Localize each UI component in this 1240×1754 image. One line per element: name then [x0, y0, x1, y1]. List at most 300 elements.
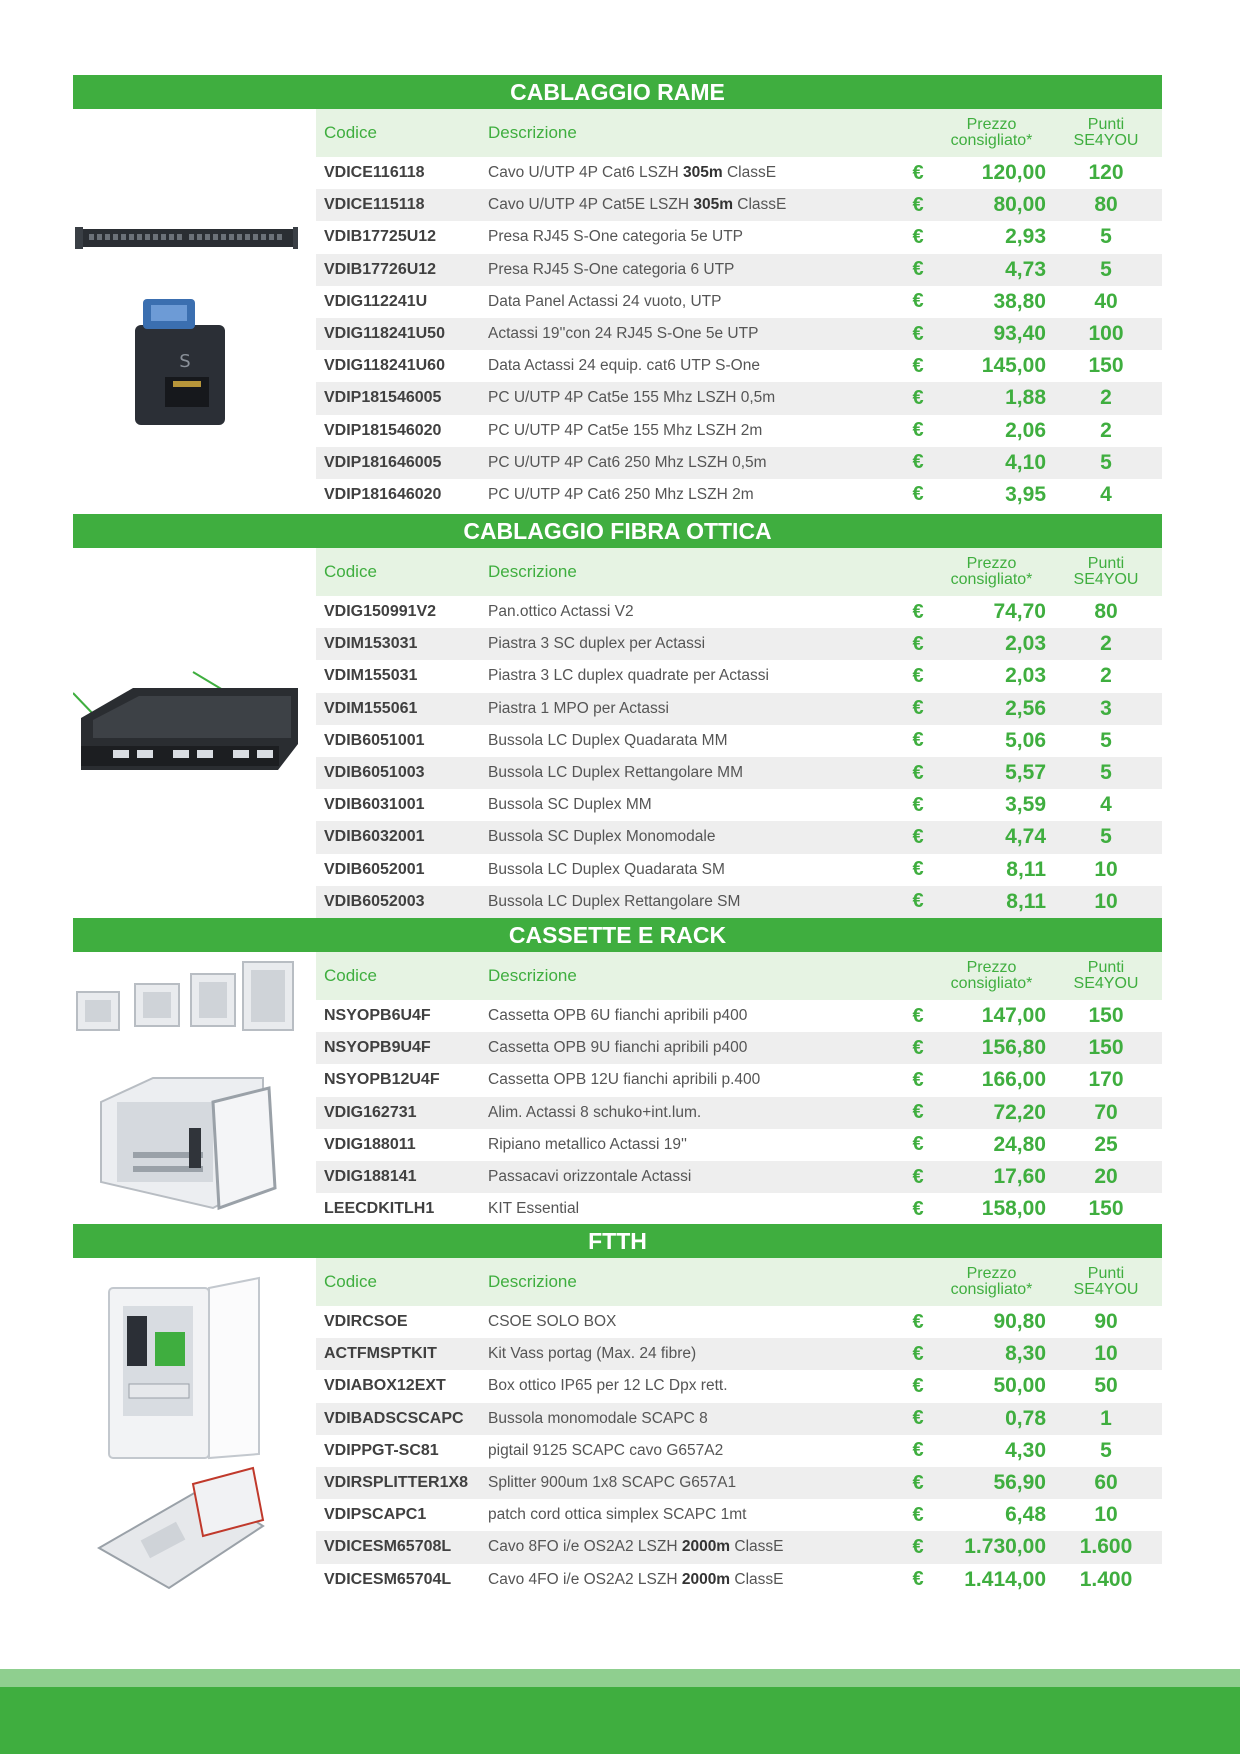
product-points: 5: [1100, 225, 1112, 249]
currency-symbol: €: [912, 419, 924, 442]
description-text: Piastra 3 LC duplex quadrate per Actassi: [488, 667, 769, 685]
description-text: pigtail 9125 SCAPC cavo G657A2: [488, 1441, 724, 1459]
column-description: Descrizione: [488, 109, 903, 157]
product-price: 4,74: [933, 821, 1050, 853]
table-row: [316, 1403, 1162, 1435]
table-row: [316, 1338, 1162, 1370]
description-text: PC U/UTP 4P Cat6 250 Mhz LSZH 2m: [488, 485, 754, 503]
product-description: [488, 254, 903, 286]
product-description: [488, 1467, 903, 1499]
product-points: 3: [1050, 693, 1162, 725]
section-ftth: [73, 1224, 1162, 1591]
table-row: [316, 660, 1162, 692]
product-points: 150: [1088, 1197, 1124, 1221]
currency-symbol: €: [912, 1568, 924, 1591]
table-row: [316, 447, 1162, 479]
description-text: Piastra 1 MPO per Actassi: [488, 699, 669, 717]
description-text: Cavo 4FO i/e OS2A2 LSZH: [488, 1570, 682, 1588]
currency-symbol: €: [903, 821, 933, 853]
table-row: [316, 628, 1162, 660]
product-description: [488, 854, 903, 886]
product-price: 74,70: [993, 600, 1046, 624]
product-points: 5: [1050, 757, 1162, 789]
product-table: [316, 109, 1162, 511]
product-description: [488, 382, 903, 414]
description-text: Presa RJ45 S-One categoria 6 UTP: [488, 260, 735, 278]
product-description: [488, 596, 903, 628]
product-price: 166,00: [981, 1068, 1046, 1092]
currency-symbol: €: [912, 290, 924, 313]
column-spacer: [903, 1258, 933, 1306]
product-price: 1.730,00: [933, 1531, 1050, 1563]
column-price-line2: consigliato*: [950, 975, 1033, 992]
product-code: VDIP181646020: [324, 485, 442, 503]
product-price: 17,60: [933, 1161, 1050, 1193]
product-points: 5: [1100, 728, 1112, 752]
description-text: Box ottico IP65 per 12 LC Dpx rett.: [488, 1377, 728, 1395]
product-points: 10: [1050, 1338, 1162, 1370]
product-code: VDIB17726U12: [316, 254, 488, 286]
product-points: 120: [1088, 161, 1124, 185]
product-points: 60: [1050, 1467, 1162, 1499]
product-price: 158,00: [981, 1197, 1046, 1221]
product-points: 10: [1094, 857, 1118, 881]
currency-symbol: €: [912, 793, 924, 816]
product-points: 25: [1094, 1132, 1118, 1156]
product-description: [488, 660, 903, 692]
product-description: [488, 1161, 903, 1193]
table-header: [316, 952, 1162, 1000]
product-code: VDIG112241U: [324, 292, 428, 310]
product-points: 150: [1050, 1032, 1162, 1064]
product-code: VDIB6052003: [316, 886, 488, 918]
product-code: VDIB17725U12: [324, 228, 437, 246]
product-points: 80: [1094, 600, 1118, 624]
section-images: [73, 952, 298, 1227]
column-price-line2: consigliato*: [950, 571, 1033, 588]
product-code: VDIRSPLITTER1X8: [316, 1467, 488, 1499]
section-cablaggio-rame: [73, 75, 1162, 506]
table-row: [316, 479, 1162, 511]
currency-symbol: €: [912, 354, 924, 377]
product-code: VDIB6031001: [324, 796, 425, 814]
product-points: 4: [1100, 482, 1112, 506]
currency-symbol: €: [912, 1068, 924, 1091]
table-row: [316, 254, 1162, 286]
currency-symbol: €: [903, 447, 933, 479]
currency-symbol: €: [912, 483, 924, 506]
table-row: [316, 221, 1162, 253]
description-text: PC U/UTP 4P Cat5e 155 Mhz LSZH 2m: [488, 421, 763, 439]
product-points: 5: [1050, 447, 1162, 479]
description-text: patch cord ottica simplex SCAPC 1mt: [488, 1506, 747, 1524]
description-text: Bussola monomodale SCAPC 8: [488, 1409, 708, 1427]
product-price: 50,00: [993, 1374, 1046, 1398]
column-points-line1: Punti: [1087, 555, 1125, 572]
currency-symbol: €: [912, 1439, 924, 1462]
currency-symbol: €: [912, 600, 924, 623]
product-price: 2,03: [1005, 664, 1046, 688]
product-code: VDIM155061: [316, 693, 488, 725]
column-points-line1: Punti: [1087, 116, 1125, 133]
description-text: Ripiano metallico Actassi 19'': [488, 1135, 687, 1153]
product-price: 3,95: [1005, 482, 1046, 506]
product-code: VDICE116118: [324, 164, 425, 182]
currency-symbol: €: [903, 189, 933, 221]
product-description: [488, 1370, 903, 1402]
column-code: Codice: [316, 952, 488, 1000]
product-code: NSYOPB6U4F: [324, 1007, 431, 1025]
table-row: [316, 596, 1162, 628]
product-code: VDIG188141: [316, 1161, 488, 1193]
section-title: CABLAGGIO RAME: [73, 75, 1162, 109]
product-points: 2: [1100, 418, 1112, 442]
product-points: 2: [1050, 628, 1162, 660]
table-header: [316, 109, 1162, 157]
description-suffix: ClassE: [722, 164, 777, 182]
column-points-line2: SE4YOU: [1073, 571, 1139, 588]
table-row: [316, 725, 1162, 757]
table-row: [316, 286, 1162, 318]
product-code: VDIBADSCSCAPC: [316, 1403, 488, 1435]
product-code: VDIB6051001: [324, 731, 425, 749]
description-text: Pan.ottico Actassi V2: [488, 603, 634, 621]
product-code: VDIB6051003: [316, 757, 488, 789]
description-text: Presa RJ45 S-One categoria 5e UTP: [488, 228, 744, 246]
currency-symbol: €: [903, 318, 933, 350]
column-price-line1: Prezzo: [966, 555, 1017, 572]
product-description: [488, 415, 903, 447]
product-price: 6,48: [1005, 1503, 1046, 1527]
description-text: Data Panel Actassi 24 vuoto, UTP: [488, 292, 722, 310]
currency-symbol: €: [912, 1310, 924, 1333]
product-description: [488, 350, 903, 382]
product-code: VDIG162731: [316, 1097, 488, 1129]
product-price: 2,56: [933, 693, 1050, 725]
product-code: VDIRCSOE: [324, 1313, 408, 1331]
table-row: [316, 1161, 1162, 1193]
table-row: [316, 1564, 1162, 1596]
currency-symbol: €: [903, 382, 933, 414]
product-code: ACTFMSPTKIT: [316, 1338, 488, 1370]
table-row: [316, 350, 1162, 382]
description-text: Cassetta OPB 9U fianchi apribili p400: [488, 1039, 748, 1057]
product-description: [488, 1338, 903, 1370]
product-description: [488, 1531, 903, 1563]
column-points: [1050, 109, 1162, 157]
column-description: Descrizione: [488, 952, 903, 1000]
description-text: KIT Essential: [488, 1200, 580, 1218]
product-description: [488, 157, 903, 189]
product-points: 40: [1094, 289, 1118, 313]
table-row: [316, 189, 1162, 221]
product-points: 50: [1094, 1374, 1118, 1398]
description-text: Splitter 900um 1x8 SCAPC G657A1: [488, 1474, 737, 1492]
column-price: [933, 1258, 1050, 1306]
column-price-line1: Prezzo: [966, 1265, 1017, 1282]
table-header: [316, 548, 1162, 596]
product-points: 150: [1088, 354, 1124, 378]
product-description: [488, 1000, 903, 1032]
currency-symbol: €: [903, 1531, 933, 1563]
product-code: VDIG118241U60: [324, 357, 445, 375]
currency-symbol: €: [912, 858, 924, 881]
table-row: [316, 789, 1162, 821]
currency-symbol: €: [912, 1503, 924, 1526]
column-price-line2: consigliato*: [950, 1281, 1033, 1298]
product-points: 2: [1100, 664, 1112, 688]
description-text: Cavo 8FO i/e OS2A2 LSZH: [488, 1538, 682, 1556]
fiber-panel-image: [73, 548, 298, 848]
column-spacer: [903, 548, 933, 596]
product-points: 90: [1094, 1310, 1118, 1334]
product-description: [488, 1064, 903, 1096]
product-code: VDIP181546005: [316, 382, 488, 414]
product-code: VDIABOX12EXT: [324, 1377, 446, 1395]
section-title: CABLAGGIO FIBRA OTTICA: [73, 514, 1162, 548]
currency-symbol: €: [912, 1197, 924, 1220]
column-spacer: [903, 109, 933, 157]
description-length: 305m: [682, 164, 723, 182]
section-images: [73, 548, 298, 853]
column-points-line2: SE4YOU: [1073, 975, 1139, 992]
table-row: [316, 157, 1162, 189]
patch-panel-image: [73, 109, 298, 449]
description-suffix: ClassE: [732, 196, 787, 214]
fiber-box-image: [99, 1468, 263, 1588]
product-price: 145,00: [981, 354, 1046, 378]
product-points: 170: [1088, 1068, 1124, 1092]
product-price: 1,88: [933, 382, 1050, 414]
product-points: 20: [1050, 1161, 1162, 1193]
table-row: [316, 1129, 1162, 1161]
product-table: [316, 548, 1162, 918]
product-code: VDICESM65708L: [316, 1531, 488, 1563]
product-description: [488, 789, 903, 821]
description-suffix: ClassE: [730, 1538, 784, 1556]
product-price: 1.414,00: [964, 1567, 1046, 1591]
currency-symbol: €: [903, 1161, 933, 1193]
column-code: Codice: [316, 1258, 488, 1306]
column-points: [1050, 952, 1162, 1000]
column-points-line1: Punti: [1087, 1265, 1125, 1282]
product-points: 5: [1050, 254, 1162, 286]
product-price: 156,80: [933, 1032, 1050, 1064]
product-description: [488, 221, 903, 253]
product-code: VDIPSCAPC1: [324, 1506, 427, 1524]
currency-symbol: €: [912, 1004, 924, 1027]
column-points-line2: SE4YOU: [1073, 132, 1139, 149]
description-text: Bussola SC Duplex MM: [488, 796, 652, 814]
product-points: 1.400: [1079, 1567, 1133, 1591]
table-header: [316, 1258, 1162, 1306]
description-text: PC U/UTP 4P Cat6 250 Mhz LSZH 0,5m: [488, 453, 767, 471]
column-points: [1050, 548, 1162, 596]
currency-symbol: €: [903, 757, 933, 789]
product-code: VDIB6052001: [324, 860, 425, 878]
product-price: 120,00: [981, 161, 1046, 185]
currency-symbol: €: [912, 729, 924, 752]
currency-symbol: €: [903, 1097, 933, 1129]
description-text: Data Actassi 24 equip. cat6 UTP S-One: [488, 357, 760, 375]
description-text: Bussola LC Duplex Quadarata MM: [488, 731, 728, 749]
description-text: Bussola SC Duplex Monomodale: [488, 828, 716, 846]
product-points: 1.600: [1050, 1531, 1162, 1563]
description-length: 2000m: [681, 1570, 731, 1588]
column-price: [933, 952, 1050, 1000]
product-description: [488, 725, 903, 757]
product-code: VDIP181646005: [316, 447, 488, 479]
description-text: Actassi 19''con 24 RJ45 S-One 5e UTP: [488, 325, 759, 343]
description-text: Passacavi orizzontale Actassi: [488, 1168, 692, 1186]
table-row: [316, 1531, 1162, 1563]
currency-symbol: €: [903, 693, 933, 725]
product-code: VDIM155031: [324, 667, 418, 685]
table-row: [316, 757, 1162, 789]
currency-symbol: €: [903, 1403, 933, 1435]
open-rack-cabinet-image: [101, 1078, 275, 1208]
product-description: [488, 1403, 903, 1435]
table-row: [316, 1000, 1162, 1032]
product-points: 150: [1088, 1004, 1124, 1028]
product-price: 38,80: [993, 289, 1046, 313]
currency-symbol: €: [903, 1338, 933, 1370]
currency-symbol: €: [912, 664, 924, 687]
description-text: Alim. Actassi 8 schuko+int.lum.: [488, 1103, 702, 1121]
product-price: 90,80: [993, 1310, 1046, 1334]
product-points: 80: [1050, 189, 1162, 221]
description-text: Bussola LC Duplex Rettangolare SM: [488, 892, 741, 910]
column-description: Descrizione: [488, 1258, 903, 1306]
product-description: [488, 628, 903, 660]
product-code: LEECDKITLH1: [324, 1200, 435, 1218]
product-points: 2: [1050, 382, 1162, 414]
description-length: 2000m: [681, 1538, 731, 1556]
product-price: 0,78: [933, 1403, 1050, 1435]
column-price-line1: Prezzo: [966, 959, 1017, 976]
product-price: 2,93: [1005, 225, 1046, 249]
rj45-keystone-image: [135, 299, 225, 425]
product-description: [488, 1499, 903, 1531]
product-description: [488, 1435, 903, 1467]
table-row: [316, 1193, 1162, 1225]
section-title: FTTH: [73, 1224, 1162, 1258]
product-points: 10: [1094, 1503, 1118, 1527]
product-price: 5,57: [933, 757, 1050, 789]
description-text: Kit Vass portag (Max. 24 fibre): [488, 1345, 697, 1363]
table-row: [316, 1370, 1162, 1402]
product-description: [488, 1193, 903, 1225]
column-spacer: [903, 952, 933, 1000]
product-price: 147,00: [981, 1004, 1046, 1028]
currency-symbol: €: [903, 1032, 933, 1064]
table-row: [316, 1097, 1162, 1129]
column-price-line2: consigliato*: [950, 132, 1033, 149]
product-price: 2,03: [933, 628, 1050, 660]
description-text: Cassetta OPB 12U fianchi apribili p.400: [488, 1071, 761, 1089]
product-code: VDIM153031: [316, 628, 488, 660]
product-description: [488, 693, 903, 725]
product-description: [488, 318, 903, 350]
table-row: [316, 886, 1162, 918]
column-price-line1: Prezzo: [966, 116, 1017, 133]
product-description: [488, 821, 903, 853]
product-points: 5: [1050, 821, 1162, 853]
product-code: VDIB6032001: [316, 821, 488, 853]
product-code: VDIG150991V2: [324, 603, 437, 621]
section-cablaggio-fibra-ottica: [73, 514, 1162, 913]
product-description: [488, 447, 903, 479]
product-table: [316, 1258, 1162, 1596]
currency-symbol: €: [912, 225, 924, 248]
table-row: [316, 1064, 1162, 1096]
column-points-line1: Punti: [1087, 959, 1125, 976]
table-row: [316, 318, 1162, 350]
description-text: Bussola LC Duplex Quadarata SM: [488, 860, 725, 878]
product-price: 4,73: [933, 254, 1050, 286]
product-code: VDICE115118: [316, 189, 488, 221]
product-points: 10: [1050, 886, 1162, 918]
column-code: Codice: [316, 109, 488, 157]
product-points: 4: [1100, 793, 1112, 817]
product-price: 8,30: [933, 1338, 1050, 1370]
table-row: [316, 1467, 1162, 1499]
product-price: 4,10: [933, 447, 1050, 479]
product-code: VDIP181546020: [324, 421, 442, 439]
currency-symbol: €: [912, 1374, 924, 1397]
currency-symbol: €: [903, 886, 933, 918]
product-price: 4,30: [1005, 1438, 1046, 1462]
column-points-line2: SE4YOU: [1073, 1281, 1139, 1298]
product-points: 1: [1050, 1403, 1162, 1435]
product-code: VDICESM65704L: [324, 1570, 452, 1588]
table-row: [316, 1306, 1162, 1338]
description-text: Cavo U/UTP 4P Cat5E LSZH: [488, 196, 694, 214]
section-cassette-e-rack: [73, 918, 1162, 1221]
product-description: [488, 886, 903, 918]
product-price: 3,59: [1005, 793, 1046, 817]
table-row: [316, 1435, 1162, 1467]
table-row: [316, 693, 1162, 725]
product-price: 80,00: [933, 189, 1050, 221]
description-text: Piastra 3 SC duplex per Actassi: [488, 635, 706, 653]
product-price: 8,11: [933, 886, 1050, 918]
product-price: 2,06: [1005, 418, 1046, 442]
product-price: 5,06: [1005, 728, 1046, 752]
column-code: Codice: [316, 548, 488, 596]
table-row: [316, 821, 1162, 853]
product-description: [488, 1564, 903, 1596]
product-price: 72,20: [933, 1097, 1050, 1129]
currency-symbol: €: [903, 628, 933, 660]
product-table: [316, 952, 1162, 1225]
product-description: [488, 286, 903, 318]
product-code: VDIG188011: [324, 1135, 416, 1153]
product-price: 93,40: [933, 318, 1050, 350]
description-text: Cassetta OPB 6U fianchi apribili p400: [488, 1007, 748, 1025]
product-description: [488, 479, 903, 511]
product-code: NSYOPB9U4F: [316, 1032, 488, 1064]
section-images: [73, 1258, 298, 1613]
description-text: PC U/UTP 4P Cat5e 155 Mhz LSZH 0,5m: [488, 389, 776, 407]
table-row: [316, 382, 1162, 414]
product-description: [488, 757, 903, 789]
section-title: CASSETTE E RACK: [73, 918, 1162, 952]
product-description: [488, 1032, 903, 1064]
table-row: [316, 415, 1162, 447]
product-code: VDIG118241U50: [316, 318, 488, 350]
table-row: [316, 1499, 1162, 1531]
